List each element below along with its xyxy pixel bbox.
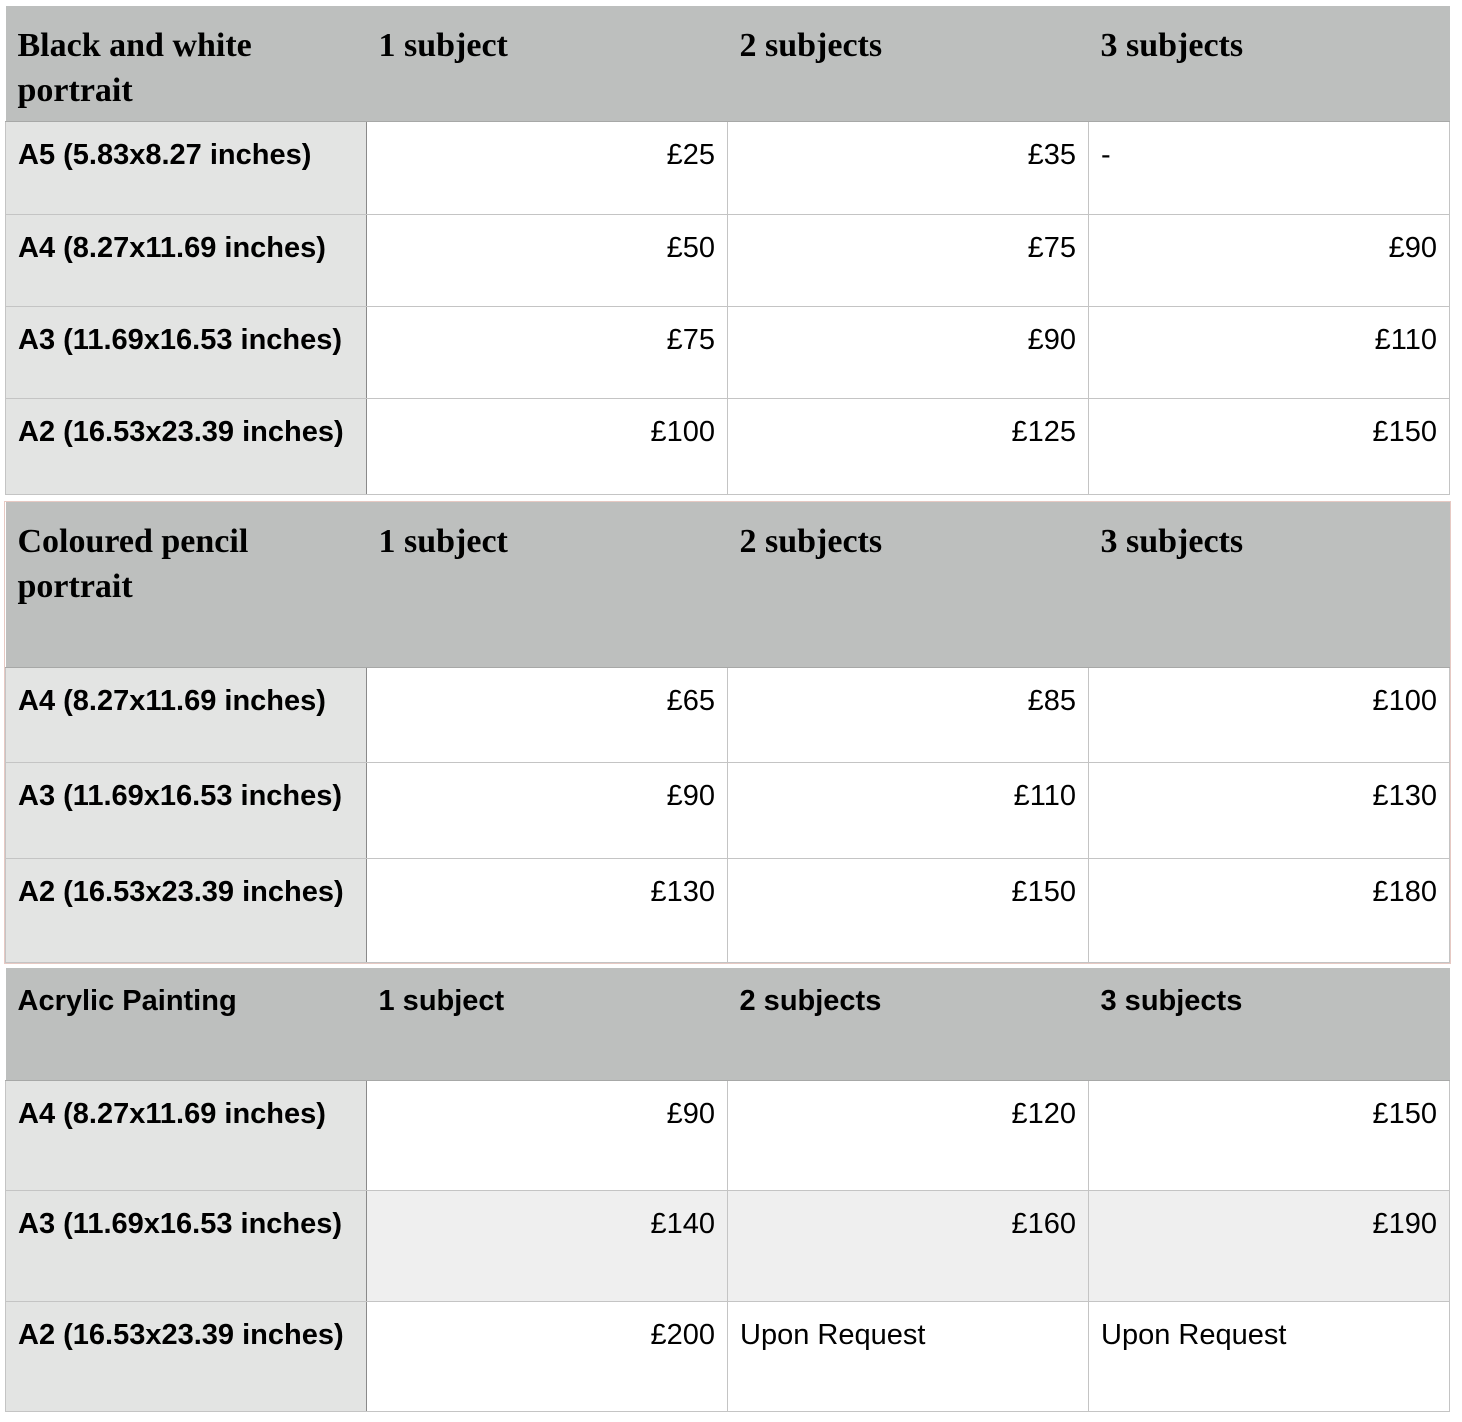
coloured-pencil-price-table (5, 502, 1450, 963)
price-cell: Upon Request (728, 1301, 1089, 1411)
table-row (6, 121, 1450, 214)
price-cell: £120 (728, 1080, 1089, 1190)
column-header-1-subject: 1 subject (367, 6, 728, 121)
table-row (6, 667, 1450, 762)
price-cell: £150 (728, 858, 1089, 962)
price-cell: £100 (1089, 667, 1450, 762)
table-header-row (6, 968, 1450, 1080)
size-label: A2 (16.53x23.39 inches) (6, 398, 367, 494)
table-row (6, 762, 1450, 858)
table-header-row (6, 6, 1450, 121)
table-row (6, 214, 1450, 306)
price-cell: £150 (1089, 398, 1450, 494)
table-header-row (6, 502, 1450, 667)
price-cell: £125 (728, 398, 1089, 494)
price-cell: £50 (367, 214, 728, 306)
table-title: Acrylic Painting (6, 968, 367, 1080)
price-cell: £90 (367, 762, 728, 858)
column-header-1-subject: 1 subject (367, 968, 728, 1080)
column-header-3-subjects: 3 subjects (1089, 6, 1450, 121)
price-cell: £130 (367, 858, 728, 962)
price-cell: £65 (367, 667, 728, 762)
price-cell: £75 (728, 214, 1089, 306)
price-cell: £200 (367, 1301, 728, 1411)
bw-portrait-price-table (5, 6, 1450, 495)
price-cell: £150 (1089, 1080, 1450, 1190)
price-cell: £190 (1089, 1190, 1450, 1301)
price-cell: £90 (1089, 214, 1450, 306)
price-cell: £180 (1089, 858, 1450, 962)
size-label: A2 (16.53x23.39 inches) (6, 1301, 367, 1411)
size-label: A3 (11.69x16.53 inches) (6, 306, 367, 398)
price-cell: £35 (728, 121, 1089, 214)
price-cell: £160 (728, 1190, 1089, 1301)
table-title: Black and white portrait (6, 6, 367, 121)
table-row (6, 306, 1450, 398)
column-header-3-subjects: 3 subjects (1089, 968, 1450, 1080)
table-title: Coloured pencil portrait (6, 502, 367, 667)
price-cell: £90 (367, 1080, 728, 1190)
price-cell: £90 (728, 306, 1089, 398)
price-cell: Upon Request (1089, 1301, 1450, 1411)
column-header-1-subject: 1 subject (367, 502, 728, 667)
price-cell: £140 (367, 1190, 728, 1301)
price-cell: £25 (367, 121, 728, 214)
table-row (6, 1301, 1450, 1411)
table-row (6, 1190, 1450, 1301)
size-label: A3 (11.69x16.53 inches) (6, 762, 367, 858)
acrylic-price-table (5, 968, 1450, 1412)
price-cell: - (1089, 121, 1450, 214)
size-label: A2 (16.53x23.39 inches) (6, 858, 367, 962)
price-cell: £110 (728, 762, 1089, 858)
price-cell: £110 (1089, 306, 1450, 398)
size-label: A3 (11.69x16.53 inches) (6, 1190, 367, 1301)
size-label: A4 (8.27x11.69 inches) (6, 214, 367, 306)
size-label: A5 (5.83x8.27 inches) (6, 121, 367, 214)
size-label: A4 (8.27x11.69 inches) (6, 1080, 367, 1190)
price-cell: £85 (728, 667, 1089, 762)
table-row (6, 858, 1450, 962)
column-header-2-subjects: 2 subjects (728, 502, 1089, 667)
price-cell: £100 (367, 398, 728, 494)
column-header-2-subjects: 2 subjects (728, 968, 1089, 1080)
table-row (6, 1080, 1450, 1190)
price-cell: £130 (1089, 762, 1450, 858)
column-header-2-subjects: 2 subjects (728, 6, 1089, 121)
table-row (6, 398, 1450, 494)
price-cell: £75 (367, 306, 728, 398)
column-header-3-subjects: 3 subjects (1089, 502, 1450, 667)
size-label: A4 (8.27x11.69 inches) (6, 667, 367, 762)
